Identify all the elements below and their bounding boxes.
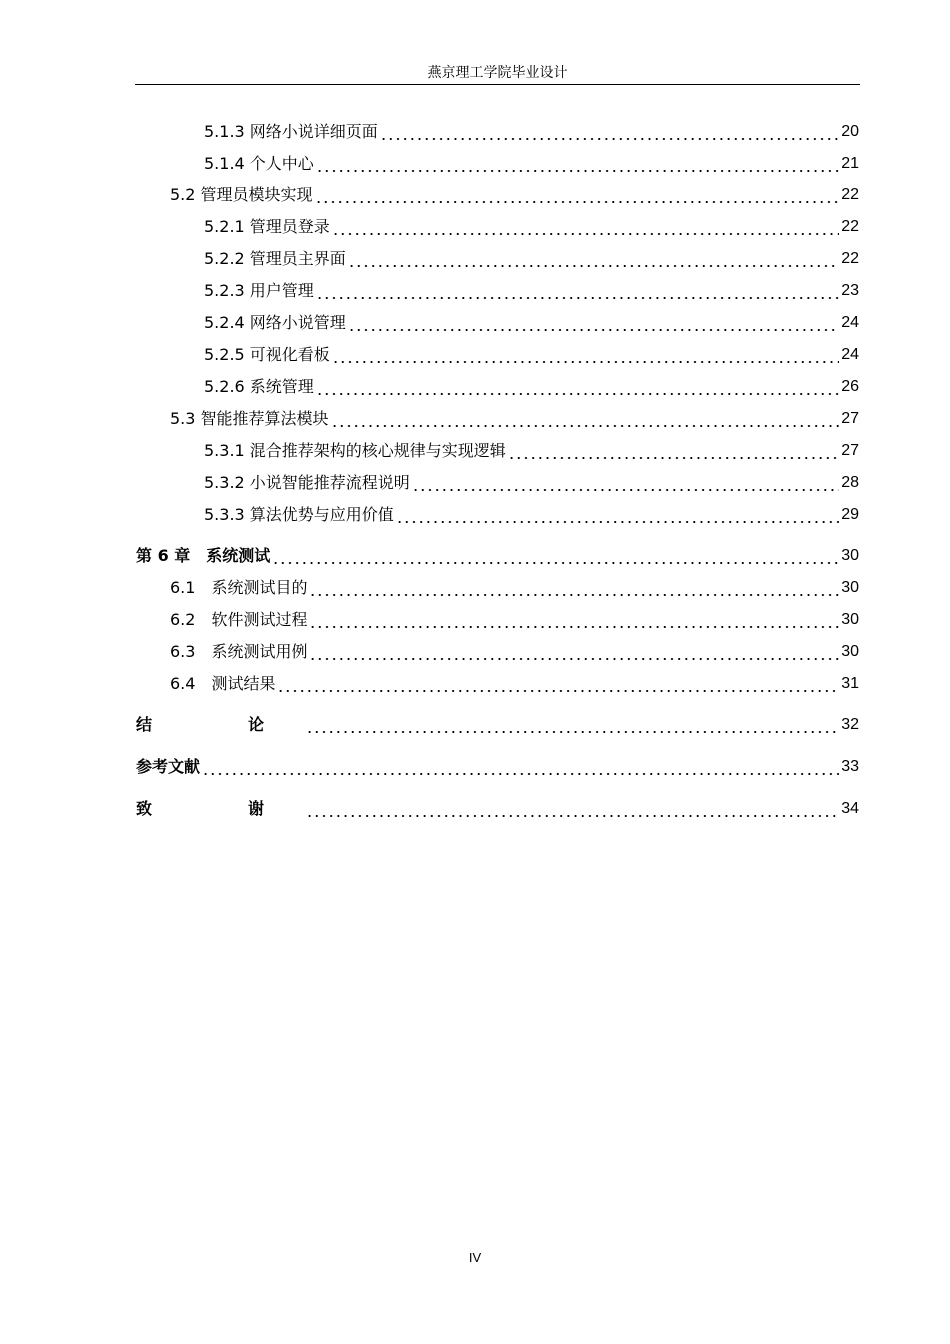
toc-entry-title: 5.3.2 小说智能推荐流程说明 bbox=[204, 473, 410, 492]
page-number: IV bbox=[468, 1250, 482, 1265]
page-header: 燕京理工学院毕业设计 bbox=[135, 62, 860, 85]
toc-entry[interactable] bbox=[170, 638, 859, 666]
toc-entry-page: 23 bbox=[841, 282, 859, 299]
toc-entry-page: 30 bbox=[841, 611, 859, 628]
toc-entry-title: 参考文献 bbox=[136, 757, 201, 776]
dot-leader bbox=[348, 309, 839, 337]
toc-entry[interactable] bbox=[204, 245, 859, 273]
toc-entry[interactable] bbox=[204, 501, 859, 529]
dot-leader bbox=[316, 373, 839, 401]
toc-entry-title: 6.1 系统测试目的 bbox=[170, 578, 308, 597]
dot-leader bbox=[331, 405, 840, 433]
toc-entry-page: 30 bbox=[841, 579, 859, 596]
toc-entry-page: 28 bbox=[841, 474, 859, 491]
toc-entry-title: 5.3.1 混合推荐架构的核心规律与实现逻辑 bbox=[204, 441, 506, 460]
dot-leader bbox=[380, 118, 839, 146]
toc-entry-title: 5.3.3 算法优势与应用价值 bbox=[204, 505, 394, 524]
toc-entry[interactable] bbox=[170, 405, 859, 433]
dot-leader bbox=[508, 437, 839, 465]
toc-entry-title: 6.3 系统测试用例 bbox=[170, 642, 308, 661]
toc-entry-page: 33 bbox=[841, 758, 859, 775]
dot-leader bbox=[316, 150, 839, 178]
dot-leader bbox=[412, 469, 839, 497]
toc-entry-page: 24 bbox=[841, 346, 859, 363]
toc-entry-page: 31 bbox=[841, 675, 859, 692]
dot-leader bbox=[316, 277, 839, 305]
toc-chapter-entry[interactable] bbox=[136, 795, 859, 823]
toc-entry-page: 22 bbox=[841, 186, 859, 203]
toc-entry-page: 20 bbox=[841, 123, 859, 140]
toc-entry-title: 第 6 章 系统测试 bbox=[136, 546, 271, 565]
toc-entry-page: 21 bbox=[841, 155, 859, 172]
toc-entry-page: 32 bbox=[841, 716, 859, 733]
toc-entry[interactable] bbox=[204, 118, 859, 146]
dot-leader bbox=[348, 245, 839, 273]
toc-entry-title: 5.2 管理员模块实现 bbox=[170, 185, 313, 204]
toc-entry-page: 30 bbox=[841, 547, 859, 564]
toc-entry[interactable] bbox=[204, 341, 859, 369]
toc-entry[interactable] bbox=[204, 213, 859, 241]
toc-entry-page: 26 bbox=[841, 378, 859, 395]
dot-leader bbox=[309, 638, 839, 666]
toc-entry-page: 27 bbox=[841, 442, 859, 459]
toc-chapter-entry[interactable] bbox=[136, 753, 859, 781]
toc-entry-page: 24 bbox=[841, 314, 859, 331]
toc-entry-title: 6.4 测试结果 bbox=[170, 674, 276, 693]
toc-entry-page: 29 bbox=[841, 506, 859, 523]
toc-entry-title: 5.2.3 用户管理 bbox=[204, 281, 314, 300]
toc-entry[interactable] bbox=[170, 670, 859, 698]
toc-entry-title: 5.2.4 网络小说管理 bbox=[204, 313, 346, 332]
dot-leader bbox=[306, 711, 839, 739]
toc-entry-page: 22 bbox=[841, 218, 859, 235]
toc-entry[interactable] bbox=[204, 373, 859, 401]
toc-entry[interactable] bbox=[170, 574, 859, 602]
dot-leader bbox=[309, 606, 839, 634]
toc-entry-page: 34 bbox=[841, 800, 859, 817]
dot-leader bbox=[309, 574, 839, 602]
toc-entry-page: 22 bbox=[841, 250, 859, 267]
dot-leader bbox=[332, 213, 839, 241]
dot-leader bbox=[315, 181, 840, 209]
toc-entry-title: 5.2.2 管理员主界面 bbox=[204, 249, 346, 268]
toc-chapter-entry[interactable] bbox=[136, 711, 859, 739]
toc-entry-title: 5.1.3 网络小说详细页面 bbox=[204, 122, 378, 141]
toc-entry[interactable] bbox=[204, 437, 859, 465]
toc-entry-title: 结 论 bbox=[136, 715, 305, 734]
toc-entry-title: 5.1.4 个人中心 bbox=[204, 154, 314, 173]
toc-entry[interactable] bbox=[204, 309, 859, 337]
toc-entry-title: 5.2.1 管理员登录 bbox=[204, 217, 330, 236]
toc-entry-title: 5.3 智能推荐算法模块 bbox=[170, 409, 329, 428]
dot-leader bbox=[202, 753, 839, 781]
toc-entry-title: 致 谢 bbox=[136, 799, 305, 818]
dot-leader bbox=[396, 501, 839, 529]
toc-entry-title: 6.2 软件测试过程 bbox=[170, 610, 308, 629]
toc-entry-title: 5.2.5 可视化看板 bbox=[204, 345, 330, 364]
toc-entry[interactable] bbox=[170, 606, 859, 634]
toc-entry[interactable] bbox=[204, 277, 859, 305]
toc-entry-title: 5.2.6 系统管理 bbox=[204, 377, 314, 396]
toc-entry[interactable] bbox=[204, 150, 859, 178]
toc-entry[interactable] bbox=[204, 469, 859, 497]
dot-leader bbox=[272, 542, 839, 570]
toc-entry[interactable] bbox=[170, 181, 859, 209]
toc-chapter-entry[interactable] bbox=[136, 542, 859, 570]
dot-leader bbox=[306, 795, 839, 823]
dot-leader bbox=[277, 670, 839, 698]
dot-leader bbox=[332, 341, 839, 369]
toc-entry-page: 30 bbox=[841, 643, 859, 660]
toc-entry-page: 27 bbox=[841, 410, 859, 427]
